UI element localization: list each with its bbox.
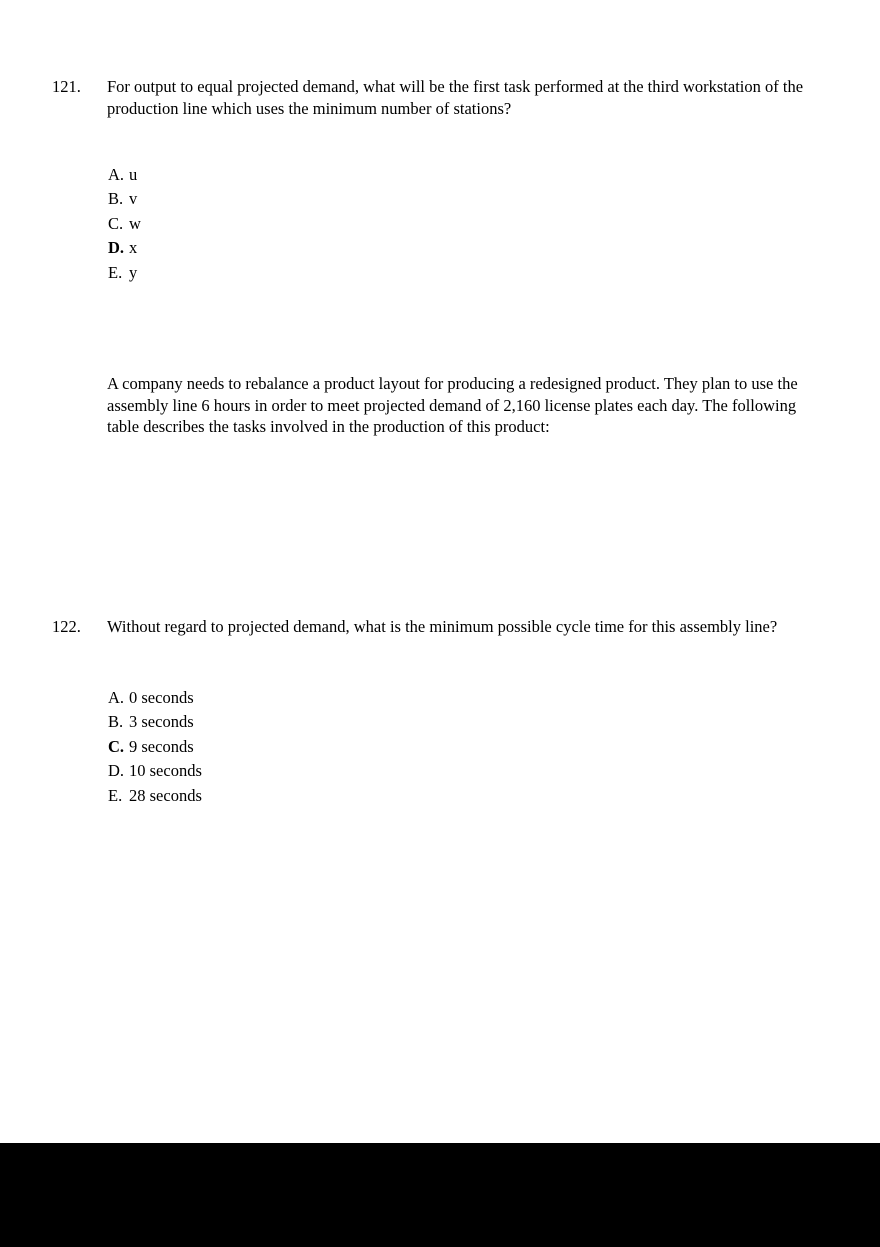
passage-text: A company needs to rebalance a product layout for producing a redesigned product. They plan to use the assembly line 6 hours in order to meet projected demand of 2,160 license plates each day. The following table describes the tasks involved in the production of this product: (107, 374, 798, 436)
question-122 (52, 616, 819, 638)
option-text: 10 seconds (129, 761, 202, 781)
option-text: u (129, 165, 138, 184)
black-footer-bar (0, 1143, 880, 1247)
question-122-options (108, 686, 202, 808)
question-121-options (108, 163, 141, 285)
option-letter: A. (108, 688, 125, 707)
question-text: Without regard to projected demand, what is the minimum possible cycle time for this assembly line? (107, 617, 778, 636)
option-text: 28 seconds (129, 785, 202, 805)
option-text: w (129, 213, 141, 233)
option-letter: C. (108, 213, 124, 233)
question-text: For output to equal projected demand, what will be the first task performed at the third workstation of the production line which uses the minimum number of stations? (107, 77, 804, 118)
option-letter: C. (108, 736, 125, 756)
option-letter: B. (108, 712, 124, 732)
option-row (108, 784, 202, 808)
option-row (108, 261, 141, 285)
option-text: 9 seconds (129, 736, 194, 756)
option-row (108, 710, 202, 734)
question-number: 122. (52, 617, 81, 636)
option-row (108, 686, 202, 710)
option-text: v (129, 189, 138, 209)
question-121 (52, 76, 819, 119)
question-number: 121. (52, 77, 81, 96)
option-text: y (129, 262, 138, 282)
option-row (108, 163, 141, 187)
option-letter: A. (108, 165, 125, 184)
option-row (108, 187, 141, 211)
option-row (108, 735, 202, 759)
option-letter: B. (108, 189, 124, 209)
option-text: 3 seconds (129, 712, 194, 732)
option-text: 0 seconds (129, 688, 194, 707)
option-row (108, 236, 141, 260)
option-text: x (129, 238, 138, 258)
option-letter: D. (108, 238, 125, 258)
option-letter: D. (108, 761, 125, 781)
option-letter: E. (108, 785, 123, 805)
option-letter: E. (108, 262, 123, 282)
option-row (108, 212, 141, 236)
option-row (108, 759, 202, 783)
